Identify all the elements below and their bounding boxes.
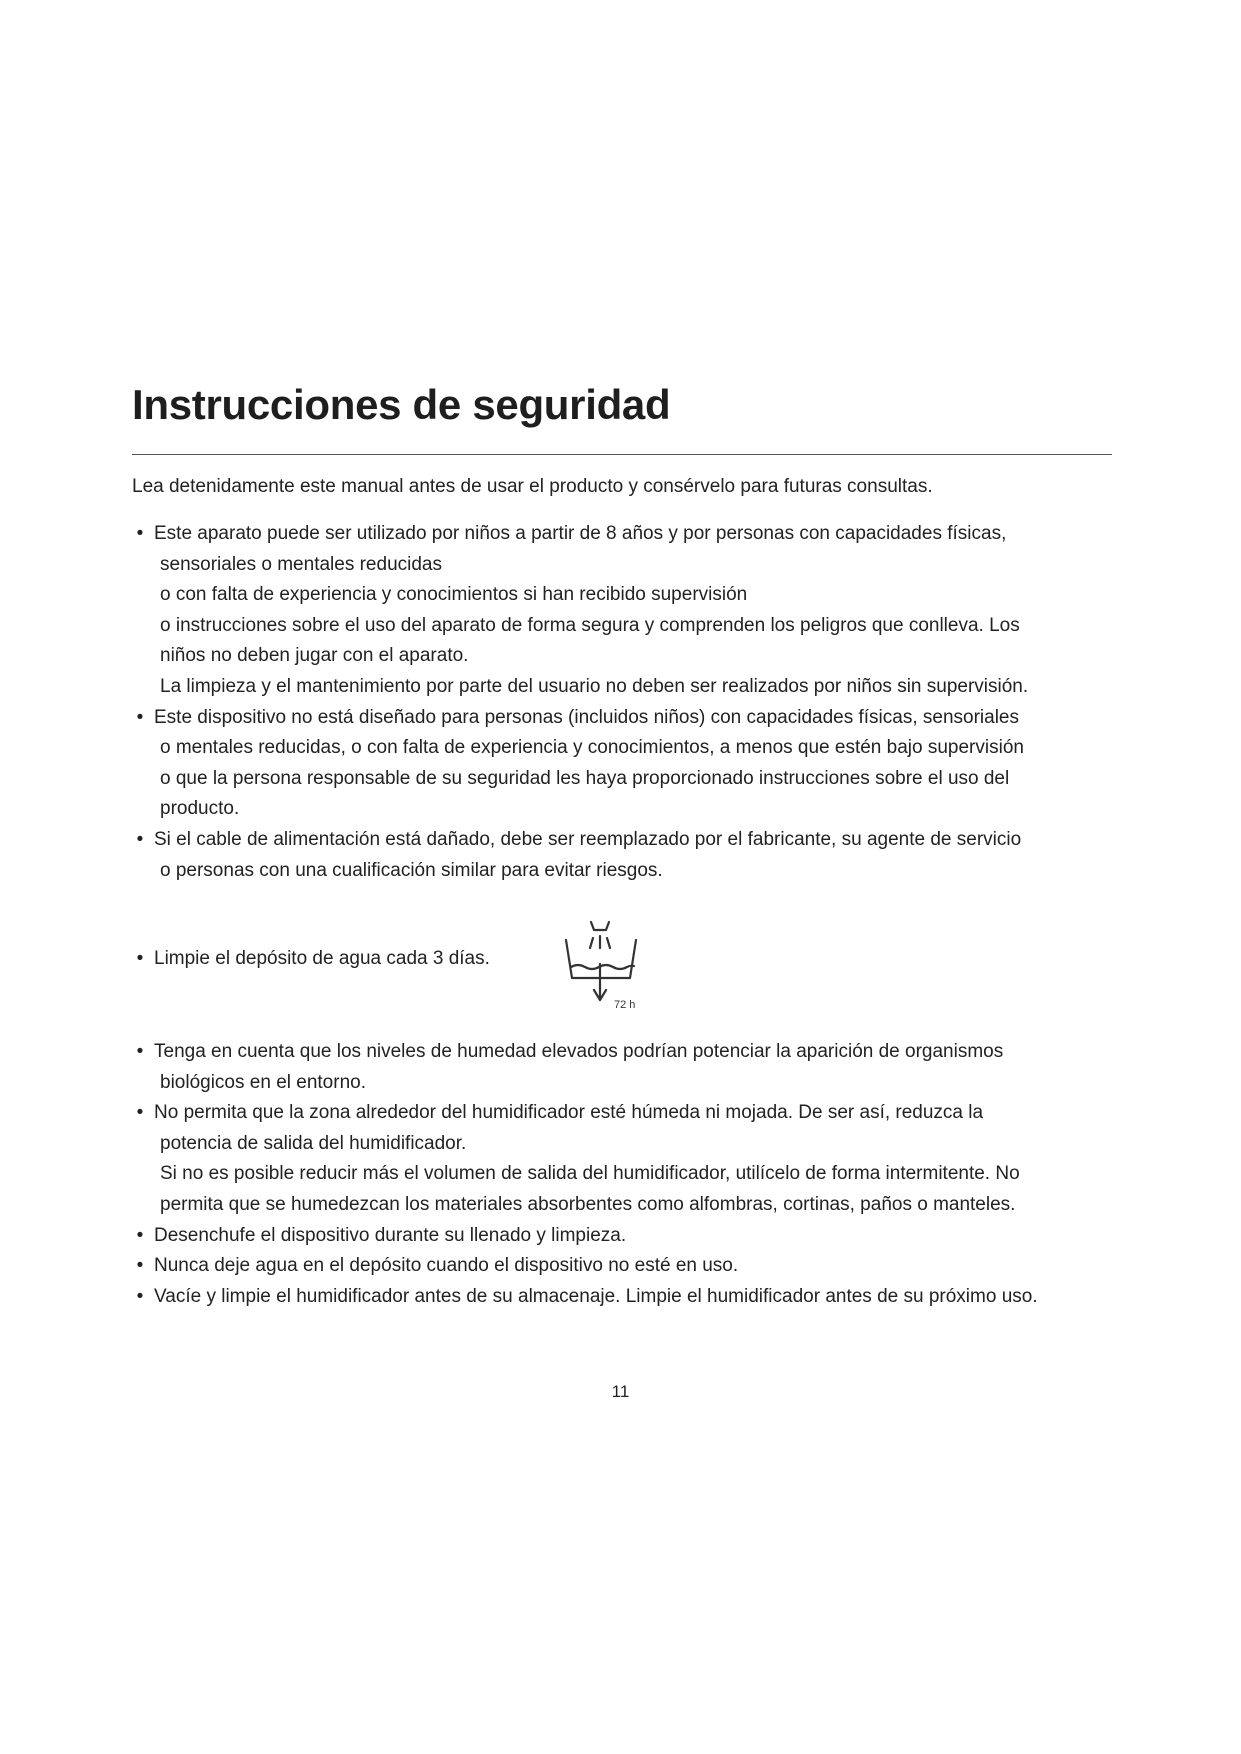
list-item-line: Nunca deje agua en el depósito cuando el dispositivo no esté en uso. — [154, 1255, 739, 1277]
cleaning-interval-label: 72 h — [614, 999, 636, 1011]
bullet-icon: • — [136, 828, 144, 850]
list-item-line: Tenga en cuenta que los niveles de humedad elevados podrían potenciar la aparición de organismos — [154, 1041, 1004, 1062]
list-item-line: Si no es posible reducir más el volumen de salida del humidificador, utilícelo de forma intermitente. No — [160, 1163, 1020, 1185]
list-item-line: sensoriales o mentales reducidas — [160, 553, 442, 575]
list-item-line: o personas con una cualificación similar para evitar riesgos. — [160, 859, 663, 881]
page-title: Instrucciones de seguridad — [132, 381, 671, 428]
list-item-line: Si el cable de alimentación está dañado, debe ser reemplazado por el fabricante, su agente de servicio — [154, 828, 1022, 850]
list-item-line: Este aparato puede ser utilizado por niños a partir de 8 años y por personas con capacidades físicas, — [154, 523, 1007, 544]
list-item-line: o que la persona responsable de su seguridad les haya proporcionado instrucciones sobre el uso del — [160, 767, 1010, 789]
page-number: 11 — [611, 1382, 630, 1401]
bullet-icon: • — [136, 1255, 144, 1277]
list-item-line: o instrucciones sobre el uso del aparato de forma segura y comprenden los peligros que conlleva. Los — [160, 614, 1020, 636]
list-item — [132, 1282, 1122, 1313]
water-tank-cleaning-icon — [558, 912, 648, 1012]
bullet-icon: • — [136, 1224, 144, 1246]
list-item — [132, 1037, 1122, 1098]
bullet-icon: • — [136, 523, 144, 544]
list-item-line: Vacíe y limpie el humidificador antes de su almacenaje. Limpie el humidificador antes de su próximo uso. — [154, 1285, 1038, 1307]
list-item-line: o con falta de experiencia y conocimientos si han recibido supervisión — [160, 584, 748, 606]
bullet-icon: • — [136, 1041, 144, 1062]
list-item-line: permita que se humedezcan los materiales absorbentes como alfombras, cortinas, paños o manteles. — [160, 1193, 1016, 1215]
list-item — [132, 1221, 1122, 1252]
intro-text: Lea detenidamente este manual antes de usar el producto y consérvelo para futuras consultas. — [132, 476, 933, 497]
bullet-icon: • — [136, 1285, 144, 1307]
safety-list-1 — [132, 519, 1122, 886]
list-item-line: potencia de salida del humidificador. — [160, 1132, 467, 1154]
title-divider — [132, 454, 1112, 455]
bullet-icon: • — [136, 1102, 144, 1124]
list-item — [132, 1098, 1122, 1220]
list-item — [132, 703, 1122, 825]
list-item-line: o mentales reducidas, o con falta de experiencia y conocimientos, a menos que estén bajo supervisión — [160, 737, 1024, 759]
list-item-line: biológicos en el entorno. — [160, 1071, 366, 1093]
list-item-line: Este dispositivo no está diseñado para personas (incluidos niños) con capacidades físicas, sensoriales — [154, 706, 1019, 728]
list-item-line: Desenchufe el dispositivo durante su llenado y limpieza. — [154, 1224, 627, 1246]
list-item — [132, 1251, 1122, 1282]
bullet-icon: • — [136, 948, 144, 969]
list-item-line: niños no deben jugar con el aparato. — [160, 645, 469, 667]
list-item-line: Limpie el depósito de agua cada 3 días. — [154, 948, 490, 969]
list-item-line: No permita que la zona alrededor del humidificador esté húmeda ni mojada. De ser así, reduzca la — [154, 1102, 984, 1124]
list-item-line: producto. — [160, 798, 240, 820]
list-item-line: La limpieza y el mantenimiento por parte del usuario no deben ser realizados por niños sin supervisión. — [160, 675, 1029, 697]
safety-list-3 — [132, 1037, 1122, 1312]
bullet-icon: • — [136, 706, 144, 728]
list-item — [132, 825, 1122, 886]
list-item — [132, 519, 1122, 703]
